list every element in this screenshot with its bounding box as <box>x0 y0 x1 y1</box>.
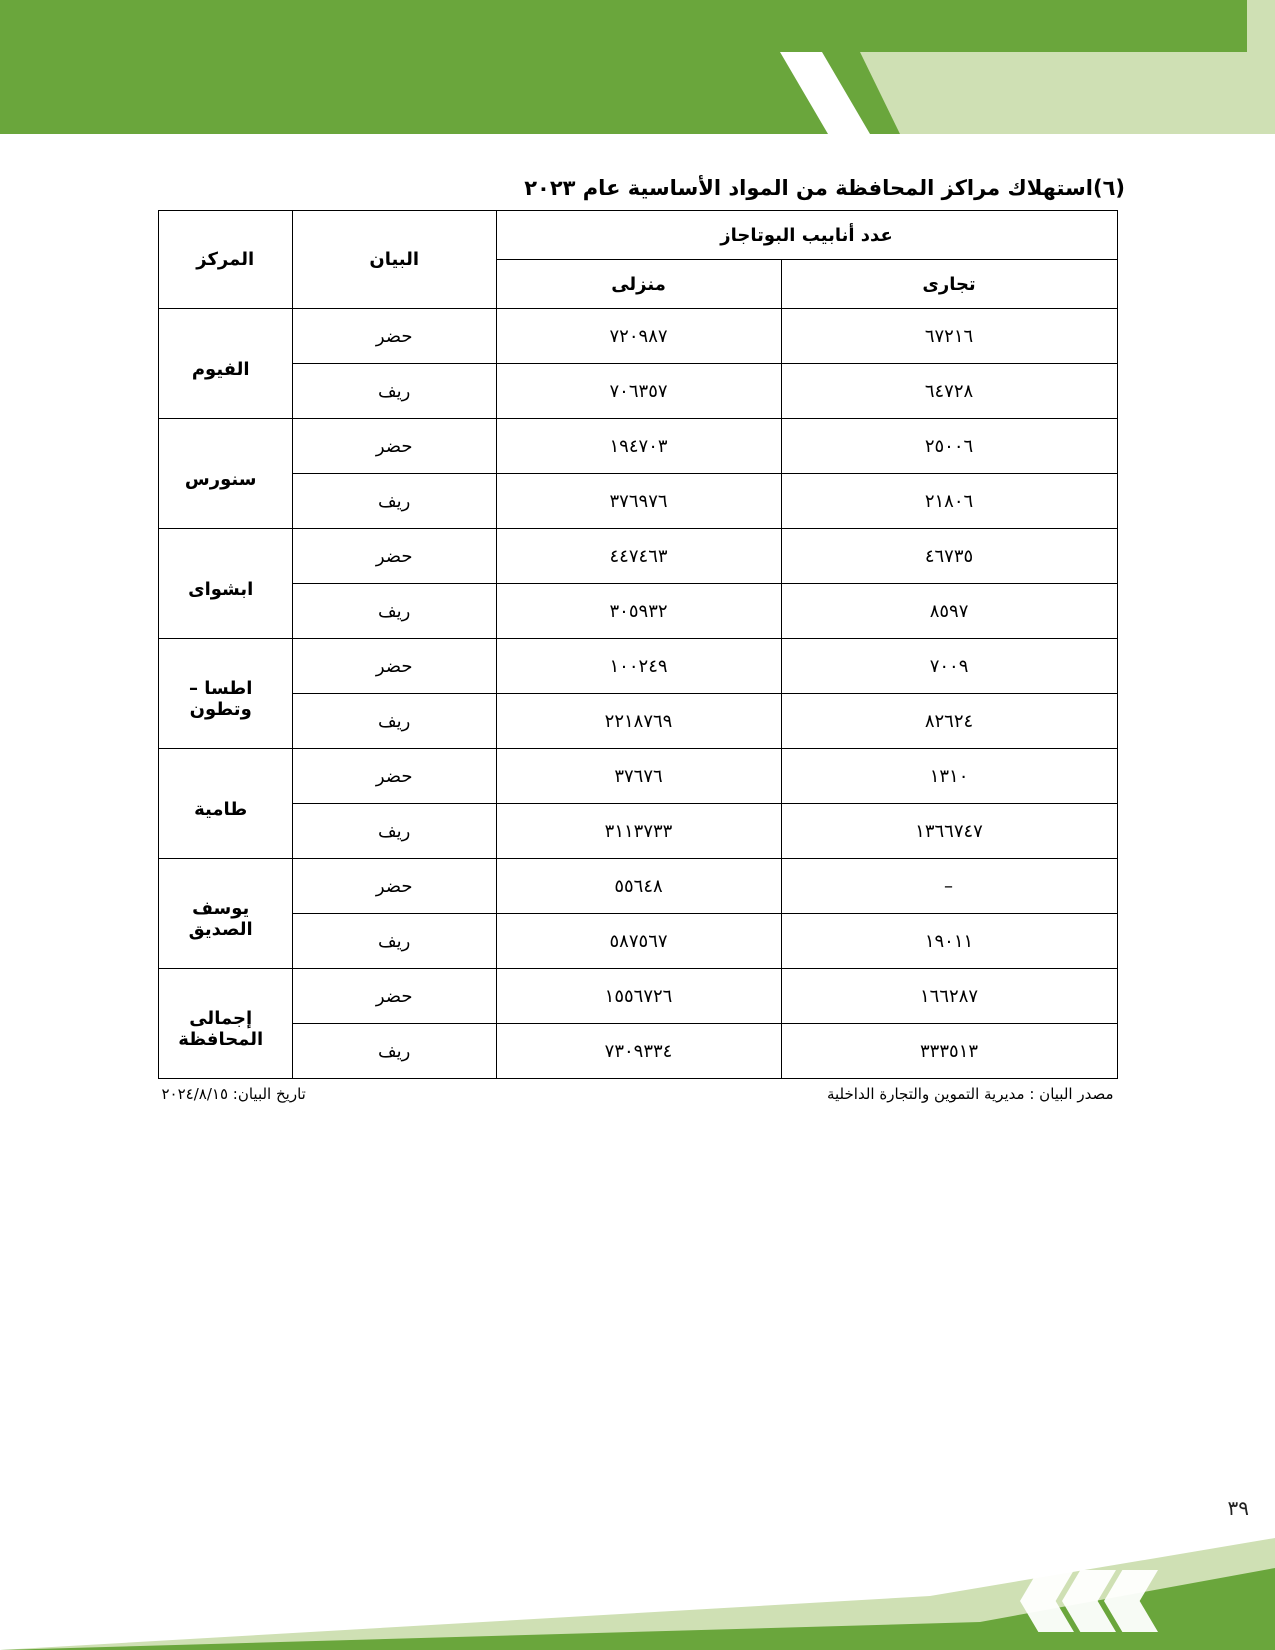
cell-manzli: ١٩٤٧٠٣ <box>496 419 781 474</box>
cell-tigari: ٦٤٧٢٨ <box>781 364 1117 419</box>
table-row <box>158 474 1117 529</box>
cell-markaz: يوسف الصديق <box>158 859 292 969</box>
cell-manzli: ٣٠٥٩٣٢ <box>496 584 781 639</box>
cell-bayan: حضر <box>292 859 496 914</box>
cell-tigari: ٣٣٣٥١٣ <box>781 1024 1117 1079</box>
table-row <box>158 694 1117 749</box>
cell-bayan: ريف <box>292 1024 496 1079</box>
column-header-group-cylinders: عدد أنابيب البوتاجاز <box>496 211 1117 260</box>
cell-bayan: حضر <box>292 309 496 364</box>
cell-manzli: ٥٨٧٥٦٧ <box>496 914 781 969</box>
header-dark-bar-tail <box>1247 0 1275 52</box>
cell-manzli: ٧٣٠٩٣٣٤ <box>496 1024 781 1079</box>
page-content <box>0 176 1275 1103</box>
cell-manzli: ٧٢٠٩٨٧ <box>496 309 781 364</box>
date-note: تاريخ البيان: ٢٠٢٤/٨/١٥ <box>161 1085 306 1103</box>
table-footnotes <box>158 1085 1118 1103</box>
table-row <box>158 309 1117 364</box>
header-bottom-edge <box>0 134 1275 142</box>
cell-tigari: ٢١٨٠٦ <box>781 474 1117 529</box>
cell-markaz: الفيوم <box>158 309 292 419</box>
cell-tigari: ٨٥٩٧ <box>781 584 1117 639</box>
cell-markaz: سنورس <box>158 419 292 529</box>
cell-manzli: ٧٠٦٣٥٧ <box>496 364 781 419</box>
cell-bayan: ريف <box>292 914 496 969</box>
cell-tigari: ٢٥٠٠٦ <box>781 419 1117 474</box>
cell-bayan: حضر <box>292 969 496 1024</box>
table-row <box>158 969 1117 1024</box>
table-row <box>158 529 1117 584</box>
cell-tigari: ٨٢٦٢٤ <box>781 694 1117 749</box>
cell-tigari: – <box>781 859 1117 914</box>
column-header-bayan: البيان <box>292 211 496 309</box>
column-header-manzli: منزلى <box>496 260 781 309</box>
footer-decorative-banner <box>0 1475 1275 1650</box>
cell-tigari: ١٩٠١١ <box>781 914 1117 969</box>
column-header-tigari: تجارى <box>781 260 1117 309</box>
cell-tigari: ٤٦٧٣٥ <box>781 529 1117 584</box>
cell-manzli: ٥٥٦٤٨ <box>496 859 781 914</box>
cell-tigari: ٦٧٢١٦ <box>781 309 1117 364</box>
header-dark-bar <box>0 0 1250 52</box>
cell-tigari: ١٣١٠ <box>781 749 1117 804</box>
table-row <box>158 584 1117 639</box>
table-row <box>158 914 1117 969</box>
cell-manzli: ١٥٥٦٧٢٦ <box>496 969 781 1024</box>
cell-manzli: ٣٧٦٧٦ <box>496 749 781 804</box>
table-row <box>158 804 1117 859</box>
cell-manzli: ٣١١٣٧٣٣ <box>496 804 781 859</box>
table-row <box>158 639 1117 694</box>
source-note: مصدر البيان : مديرية التموين والتجارة الداخلية <box>826 1085 1114 1103</box>
cell-bayan: حضر <box>292 639 496 694</box>
column-header-markaz: المركز <box>158 211 292 309</box>
cell-bayan: ريف <box>292 804 496 859</box>
cell-bayan: ريف <box>292 584 496 639</box>
cell-manzli: ٢٢١٨٧٦٩ <box>496 694 781 749</box>
page-title: (٦)استهلاك مراكز المحافظة من المواد الأساسية عام ٢٠٢٣ <box>524 176 1125 200</box>
table-row <box>158 419 1117 474</box>
cell-manzli: ٤٤٧٤٦٣ <box>496 529 781 584</box>
cell-bayan: ريف <box>292 474 496 529</box>
header-decorative-banner <box>0 0 1275 140</box>
cell-bayan: حضر <box>292 529 496 584</box>
cell-tigari: ١٣٦٦٧٤٧ <box>781 804 1117 859</box>
cell-manzli: ٣٧٦٩٧٦ <box>496 474 781 529</box>
table-header <box>158 211 1117 309</box>
cell-bayan: ريف <box>292 364 496 419</box>
consumption-table <box>158 210 1118 1079</box>
cell-markaz: ابشواى <box>158 529 292 639</box>
table-body <box>158 309 1117 1079</box>
page-number: ٣٩ <box>1227 1496 1249 1520</box>
cell-markaz: اطسا – وتطون <box>158 639 292 749</box>
table-row <box>158 749 1117 804</box>
cell-bayan: ريف <box>292 694 496 749</box>
table-header-row-1 <box>158 211 1117 260</box>
cell-markaz: طامية <box>158 749 292 859</box>
cell-tigari: ١٦٦٢٨٧ <box>781 969 1117 1024</box>
cell-tigari: ٧٠٠٩ <box>781 639 1117 694</box>
cell-manzli: ١٠٠٢٤٩ <box>496 639 781 694</box>
table-row <box>158 859 1117 914</box>
cell-markaz-total: إجمالى المحافظة <box>158 969 292 1079</box>
cell-bayan: حضر <box>292 749 496 804</box>
header-green-wedge <box>0 52 900 134</box>
table-row <box>158 1024 1117 1079</box>
cell-bayan: حضر <box>292 419 496 474</box>
table-row <box>158 364 1117 419</box>
